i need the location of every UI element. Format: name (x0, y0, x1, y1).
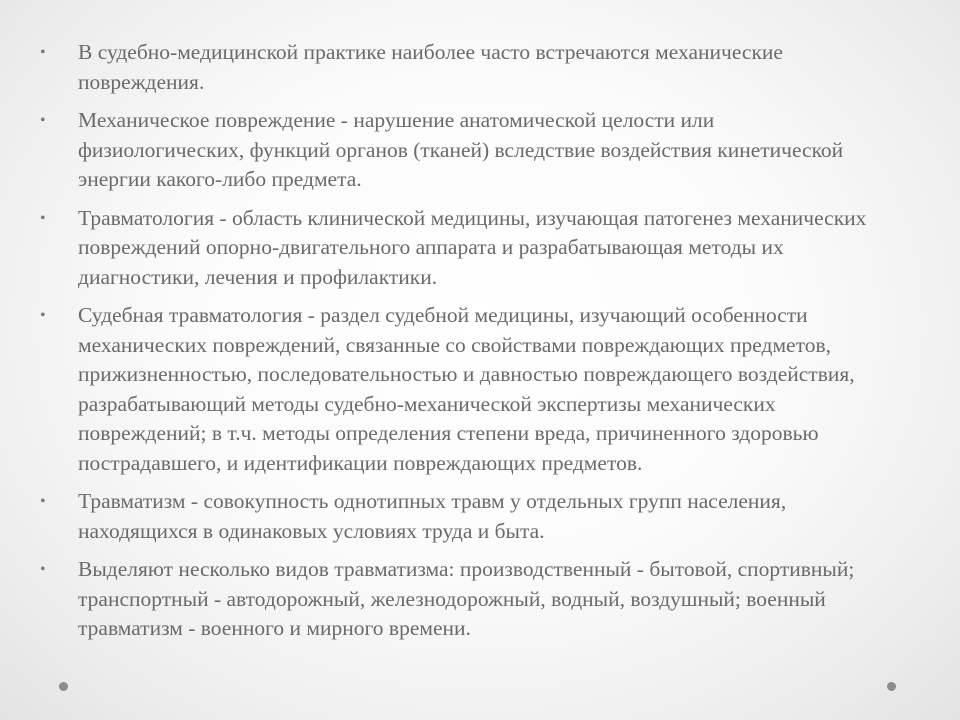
bullet-icon: • (40, 209, 46, 227)
bullet-icon: • (40, 307, 46, 324)
bullet-item (40, 555, 880, 644)
bullet-icon: • (40, 561, 46, 578)
bullet-text: Выделяют несколько видов травматизма: производственный - бытовой, спортивный; транспортный - автодорожный, железнодорожный, водный, воздушный; военный травматизм - военного и мирного времени. (78, 557, 855, 640)
bullet-text: Судебная травматология - раздел судебной медицины, изучающий особенности механических повреждений, связанные со свойствами повреждающих предметов, прижизненностью, последовательностью и давностью повреждающего воздействия, разрабатывающий методы судебно-механической экспертизы механических повреждений; в т.ч. методы определения степени вреда, причиненного здоровью пострадавшего, и идентификации повреждающих предметов. (78, 303, 855, 475)
bullet-text: Травматизм - совокупность однотипных травм у отдельных групп населения, находящихся в одинаковых условиях труда и быта. (78, 489, 787, 543)
bullet-item (40, 38, 880, 97)
corner-dot-icon (887, 682, 896, 691)
bullet-item (40, 106, 880, 195)
bullet-list (40, 38, 880, 653)
bullet-icon: • (40, 44, 46, 61)
bullet-icon: • (40, 112, 46, 129)
bullet-item (40, 204, 880, 293)
bullet-icon: • (40, 493, 46, 510)
corner-dot-icon (59, 682, 68, 691)
bullet-item (40, 487, 880, 546)
bullet-text: Травматология - область клинической медицины, изучающая патогенез механических повреждений опорно-двигательного аппарата и разрабатывающая методы их диагностики, лечения и профилактики. (78, 205, 867, 289)
bullet-item (40, 301, 880, 478)
bullet-text: В судебно-медицинской практике наиболее часто встречаются механические повреждения. (78, 40, 783, 94)
bullet-text: Механическое повреждение - нарушение анатомической целости или физиологических, функций органов (тканей) вследствие воздействия кинетической энергии какого-либо предмета. (78, 108, 844, 191)
